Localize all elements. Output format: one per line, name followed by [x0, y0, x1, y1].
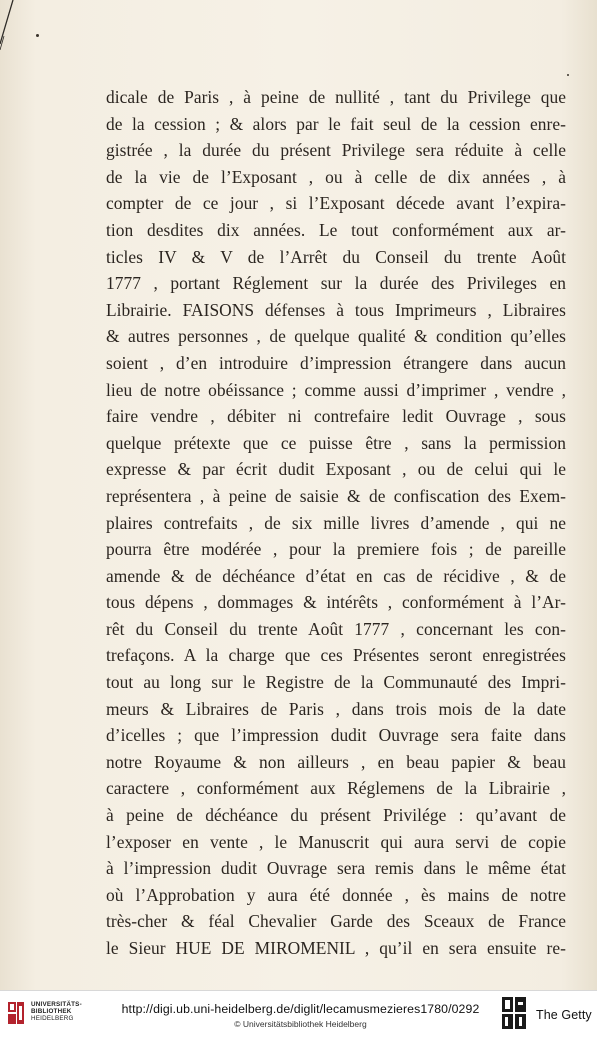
text-line: soient , d’en introduire d’impression étrangere dans aucun	[106, 352, 566, 373]
text-line: à l’impression dudit Ouvrage sera remis dans le même état	[106, 858, 566, 879]
library-name-line2: BIBLIOTHEK	[31, 1008, 72, 1015]
text-line: 1777 , portant Réglement sur la durée des Privileges en	[106, 273, 566, 294]
text-line: tout au long sur le Registre de la Communauté des Impri-	[106, 672, 566, 693]
text-line: de la vie de l’Exposant , ou à celle de dix années , à	[106, 166, 566, 187]
ink-speck	[567, 74, 569, 76]
text-line: de la cession ; & alors par le fait seul de la cession enre-	[106, 113, 566, 134]
text-line: amende & de déchéance d’état en cas de récidive , & de	[106, 565, 566, 586]
text-line: représentera , à peine de saisie & de confiscation des Exem-	[106, 485, 566, 506]
text-line: plaires contrefaits , de six mille livres d’amende , qui ne	[106, 512, 566, 533]
text-line: où l’Approbation y aura été donnée , ès mains de notre	[106, 884, 566, 905]
text-line: caractere , conformément aux Réglemens de la Librairie ,	[106, 778, 566, 799]
footer-bar	[0, 990, 597, 1038]
library-name-line3: HEIDELBERG	[31, 1015, 74, 1022]
getty-logo-icon[interactable]	[501, 996, 527, 1030]
text-line: tous dépens , dommages & intérêts , conformément à l’Ar-	[106, 592, 566, 613]
copyright-notice: © Universitätsbibliothek Heidelberg	[234, 1019, 367, 1029]
text-line: ticles IV & V de l’Arrêt du Conseil du trente Août	[106, 246, 566, 267]
text-line: d’icelles ; que l’impression dudit Ouvrage sera faite dans	[106, 725, 566, 746]
text-line: tion desdites dix années. Le tout conformément aux ar-	[106, 219, 566, 240]
page-text	[106, 84, 566, 962]
ub-heidelberg-logo-icon[interactable]	[6, 1000, 26, 1026]
library-name-line1: UNIVERSITÄTS-	[31, 1001, 82, 1008]
text-line: & autres personnes , de quelque qualité & condition qu’elles	[106, 326, 566, 347]
text-line: à peine de déchéance du présent Privilége : qu’avant de	[106, 805, 566, 826]
text-line: pourra être modérée , pour la premiere fois ; de pareille	[106, 539, 566, 560]
text-line: gistrée , la durée du présent Privilege sera réduite à celle	[106, 140, 566, 161]
text-line: faire vendre , débiter ni contrefaire ledit Ouvrage , sous	[106, 406, 566, 427]
text-line: trefaçons. A la charge que ces Présentes seront enregistrées	[106, 645, 566, 666]
text-line: expresse & par écrit dudit Exposant , ou de celui qui le	[106, 459, 566, 480]
text-line: notre Royaume & non ailleurs , en beau papier & beau	[106, 751, 566, 772]
text-line: Librairie. FAISONS défenses à tous Imprimeurs , Libraires	[106, 299, 566, 320]
text-line: rêt du Conseil du trente Août 1777 , concernant les con-	[106, 618, 566, 639]
partner-name: The Getty	[536, 1008, 592, 1022]
text-line: l’exposer en vente , le Manuscrit qui aura servi de copie	[106, 831, 566, 852]
library-name	[31, 1001, 82, 1022]
text-line: lieu de notre obéissance ; comme aussi d’imprimer , vendre ,	[106, 379, 566, 400]
text-line: dicale de Paris , à peine de nullité , tant du Privilege que	[106, 87, 566, 107]
permalink-url[interactable]: http://digi.ub.uni-heidelberg.de/diglit/lecamusmezieres1780/0292	[121, 1002, 480, 1016]
text-line: meurs & Libraires de Paris , dans trois mois de la date	[106, 698, 566, 719]
text-line: compter de ce jour , si l’Exposant décede avant l’expira-	[106, 193, 566, 214]
text-line: très-cher & féal Chevalier Garde des Sceaux de France	[106, 911, 566, 932]
text-line: le Sieur HUE DE MIROMENIL , qu’il en sera ensuite re-	[106, 938, 566, 958]
text-line: quelque prétexte que ce puisse être , sans la permission	[106, 432, 566, 453]
ink-speck	[36, 34, 39, 37]
page-corner-fold	[0, 0, 34, 50]
